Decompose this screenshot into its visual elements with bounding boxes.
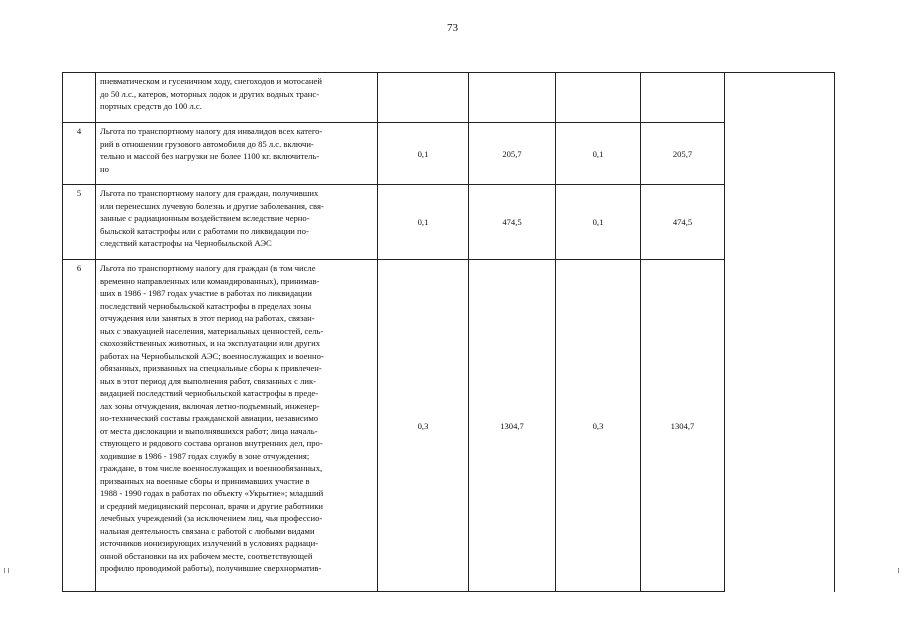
value-cell: 1304,7: [469, 260, 556, 592]
description-line: онной обстановки на их рабочем месте, соответствующей: [100, 550, 313, 561]
benefits-table: [62, 72, 835, 592]
description-line: быльской катастрофы или с работами по ликвидации по-: [100, 225, 309, 236]
description-line: занные с радиационным воздействием вследствие черно-: [100, 213, 310, 223]
description-line: источников ионизирующих излучений в условиях радиаци-: [100, 538, 319, 548]
description-line: последствий чернобыльской катастрофы в пределах зоны: [100, 300, 312, 311]
description-line: но: [100, 163, 109, 174]
value-cell: 474,5: [641, 185, 725, 260]
value-cell: [378, 73, 469, 123]
description-line: профилю проводимой работы), получившие сверхнорматив-: [100, 563, 322, 573]
value-cell: 0,1: [556, 185, 641, 260]
row-description: [96, 123, 378, 185]
description-line: видацией последствий чернобыльской катастрофы в преде-: [100, 388, 319, 398]
value-cell: 205,7: [469, 123, 556, 185]
description-line: но-технический составы гражданской авиации, независимо: [100, 413, 319, 423]
description-line: до 50 л.с., катеров, моторных лодок и других водных транс-: [100, 88, 320, 99]
value-cell: 205,7: [641, 123, 725, 185]
description-line: пневматическом и гусеничном ходу, снегоходов и мотосаней: [100, 76, 322, 86]
value-cell: 0,3: [556, 260, 641, 592]
row-number: 4: [63, 123, 96, 185]
table-row: [63, 185, 835, 260]
value-cell: 0,1: [556, 123, 641, 185]
description-line: рий в отношении грузового автомобиля до 85 л.с. включи-: [100, 138, 314, 149]
value-cell: [556, 73, 641, 123]
row-number: [63, 73, 96, 123]
value-cell: 0,1: [378, 185, 469, 260]
description-line: или перенесших лучевую болезнь и другие заболевания, свя-: [100, 200, 324, 211]
description-line: ших в 1986 - 1987 годах участие в работах по ликвидации: [100, 288, 312, 298]
description-line: ствующего и рядового состава органов внутренних дел, про-: [100, 438, 323, 448]
value-cell: 0,1: [378, 123, 469, 185]
row-description: [96, 73, 378, 123]
value-cell: 474,5: [469, 185, 556, 260]
scan-margin-mark: [4, 568, 9, 573]
row-number: 5: [63, 185, 96, 260]
description-line: скохозяйственных животных, и на эксплуатации или других: [100, 338, 321, 348]
description-line: и средний медицинский персонал, врачи и другие работники: [100, 500, 323, 511]
scan-margin-mark: [898, 568, 902, 573]
description-line: временно направленных или командированных), принимав-: [100, 275, 320, 286]
row-description: [96, 260, 378, 592]
empty-column: [725, 73, 835, 592]
value-cell: 1304,7: [641, 260, 725, 592]
description-line: работах на Чернобыльской АЭС; военнослужащих и военно-: [100, 350, 324, 361]
description-line: тельно и массой без нагрузки не более 1100 кг. включитель-: [100, 151, 320, 161]
description-line: призванных на военные сборы и принимавших участие в: [100, 475, 310, 486]
description-line: от места дислокации и выполнявшихся работ; лица началь-: [100, 425, 318, 436]
description-line: ходившие в 1986 - 1987 годах службу в зоне отчуждения;: [100, 450, 310, 461]
description-line: нальная деятельность связана с работой с любыми видами: [100, 525, 315, 536]
description-line: Льгота по транспортному налогу для инвалидов всех катего-: [100, 126, 323, 136]
description-line: граждане, в том числе военнослужащих и военнообязанных,: [100, 463, 323, 473]
row-description: [96, 185, 378, 260]
description-line: обязанных, призванных на специальные сборы к привлечен-: [100, 363, 322, 373]
description-line: ных в этот период для выполнения работ, связанных с лик-: [100, 375, 316, 386]
description-line: портных средств до 100 л.с.: [100, 101, 202, 111]
value-cell: 0,3: [378, 260, 469, 592]
description-line: ных с эвакуацией населения, материальных ценностей, сель-: [100, 325, 324, 336]
description-line: следствий катастрофы на Чернобыльской АЭС: [100, 238, 272, 248]
description-line: лах зоны отчуждения, включая летно-подъемный, инженер-: [100, 400, 320, 411]
description-line: лечебных учреждений (за исключением лиц, чья профессио-: [100, 513, 323, 523]
table-row: [63, 123, 835, 185]
row-number: 6: [63, 260, 96, 592]
table-row: [63, 73, 835, 123]
description-line: 1988 - 1990 годах в работах по объекту «Укрытие»; младший: [100, 488, 324, 498]
table-row: [63, 260, 835, 592]
description-line: Льгота по транспортному налогу для граждан (в том числе: [100, 263, 316, 273]
description-line: Льгота по транспортному налогу для граждан, получивших: [100, 188, 319, 198]
description-line: отчуждения или занятых в этот период на работах, связан-: [100, 313, 315, 323]
value-cell: [641, 73, 725, 123]
value-cell: [469, 73, 556, 123]
page-number: 73: [447, 22, 458, 34]
